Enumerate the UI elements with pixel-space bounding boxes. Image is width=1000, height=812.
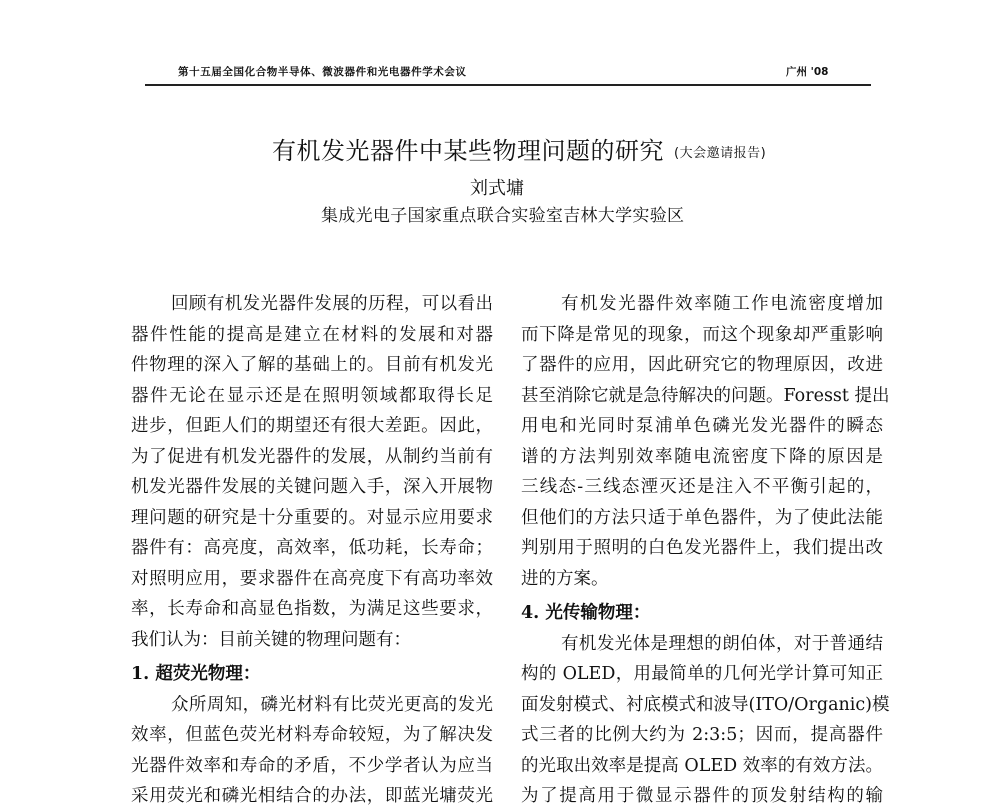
section-heading: 4. 光传输物理： [521, 603, 651, 623]
text-line: 有机发光体是理想的朗伯体，对于普通结 [561, 633, 883, 654]
text-line: 进步，但距人们的期望还有很大差距。因此， [131, 416, 493, 436]
text-line: 理问题的研究是十分重要的。对显示应用要求 [131, 507, 493, 528]
text-line: 回顾有机发光器件发展的历程，可以看出 [171, 294, 493, 314]
text-line: 为了促进有机发光器件的发展，从制约当前有 [131, 446, 493, 467]
text-line: 率，长寿命和高显色指数，为满足这些要求， [131, 599, 493, 619]
running-header-conference: 第十五届全国化合物半导体、微波器件和光电器件学术会议 [178, 66, 467, 78]
text-line: 判别用于照明的白色发光器件上，我们提出改 [521, 538, 883, 558]
header-rule [145, 84, 871, 86]
right-column [521, 289, 890, 812]
title-note: (大会邀请报告) [674, 146, 767, 161]
text-line: 众所周知，磷光材料有比荧光更高的发光 [171, 694, 493, 715]
text-line: 用电和光同时泵浦单色磷光发光器件的瞬态 [521, 416, 883, 436]
author-affiliation: 集成光电子国家重点联合实验室吉林大学实验区 [321, 206, 685, 226]
text-line: 效率，但蓝色荧光材料寿命较短，为了解决发 [131, 725, 493, 745]
text-line: 构的 OLED，用最简单的几何光学计算可知正 [521, 664, 883, 684]
text-line: 甚至消除它就是急待解决的问题。Foresst 提出 [521, 385, 890, 406]
running-header-location-year: 广州 '08 [786, 66, 829, 78]
text-line: 了器件的应用，因此研究它的物理原因，改进 [521, 355, 883, 375]
text-line: 谱的方法判别效率随电流密度下降的原因是 [521, 446, 883, 467]
text-line: 为了提高用于微显示器件的顶发射结构的输 [521, 786, 883, 806]
text-line: 而下降是常见的现象，而这个现象却严重影响 [521, 324, 883, 345]
text-line: 器件性能的提高是建立在材料的发展和对器 [131, 324, 493, 345]
text-line: 机发光器件发展的关键问题入手，深入开展物 [131, 477, 493, 497]
text-line: 光器件效率和寿命的矛盾，不少学者认为应当 [131, 755, 493, 776]
text-line: 三线态-三线态湮灭还是注入不平衡引起的， [521, 477, 883, 497]
text-line: 器件无论在显示还是在照明领域都取得长足 [131, 385, 493, 406]
text-line: 面发射模式、衬底模式和波导(ITO/Organic)模 [521, 694, 890, 715]
text-line: 件物理的深入了解的基础上的。目前有机发光 [131, 355, 493, 375]
left-column [131, 289, 493, 812]
text-line: 的光取出效率是提高 OLED 效率的有效方法。 [521, 755, 883, 776]
text-line: 但他们的方法只适于单色器件，为了使此法能 [521, 507, 883, 528]
text-line: 器件有：高亮度，高效率，低功耗，长寿命； [131, 538, 493, 558]
author-name: 刘式墉 [470, 178, 524, 199]
title-main: 有机发光器件中某些物理问题的研究 [272, 137, 664, 165]
text-line: 进的方案。 [521, 568, 609, 589]
paper-title [272, 131, 766, 166]
text-line: 式三者的比例大约为 2:3:5；因而，提高器件 [521, 725, 883, 745]
text-line: 采用荧光和磷光相结合的办法，即蓝光墉荧光 [131, 786, 493, 806]
text-line: 对照明应用，要求器件在高亮度下有高功率效 [131, 568, 493, 589]
text-line: 有机发光器件效率随工作电流密度增加 [561, 294, 883, 314]
text-line: 我们认为：目前关键的物理问题有： [131, 629, 411, 650]
section-heading: 1. 超荧光物理： [131, 664, 261, 684]
